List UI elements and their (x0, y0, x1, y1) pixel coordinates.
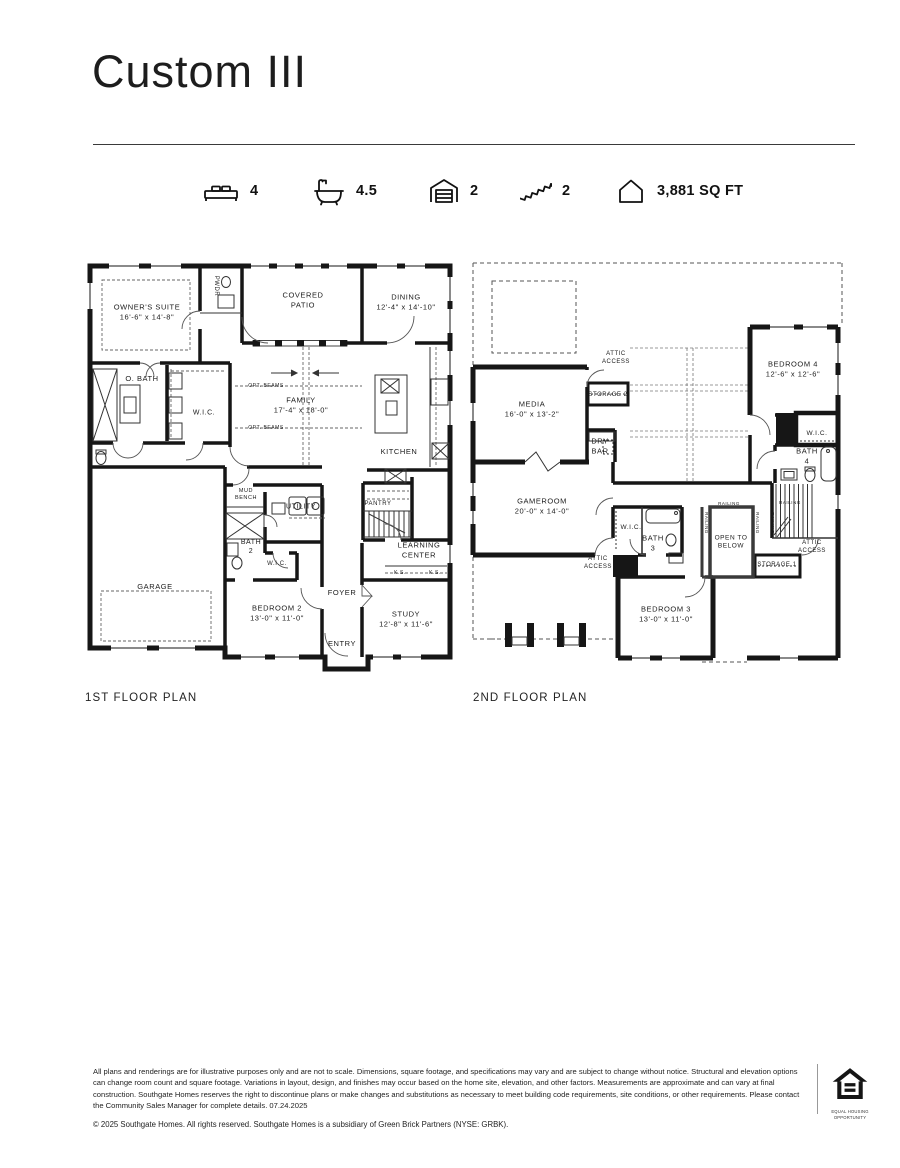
stat-garage-value: 2 (470, 183, 479, 199)
house-icon (615, 177, 647, 205)
room-label: STUDY 12'-8" x 11'-6" (379, 609, 433, 628)
stat-bedrooms-value: 4 (250, 183, 259, 199)
room-label: GAMEROOM 20'-0" x 14'-0" (514, 496, 570, 515)
room-label: K.S. (429, 569, 441, 576)
room-label: DINING 12'-4" x 14'-10" (376, 292, 436, 311)
room-label: OWNER'S SUITE 16'-6" x 14'-8" (113, 302, 181, 321)
room-label: RAILING (718, 501, 740, 507)
equal-housing-label-line2: OPPORTUNITY (833, 1114, 867, 1120)
room-label: FAMILY 17'-4" x 18'-0" (273, 395, 329, 414)
room-label: UTILITY (286, 503, 316, 511)
room-label: PWDR (212, 275, 219, 297)
wall-block (613, 555, 638, 577)
room-label: BATH 2 (240, 538, 262, 555)
stat-garage (428, 171, 478, 211)
room-label: COVERED PATIO (282, 290, 324, 309)
disclaimer-text: All plans and renderings are for illustrative purposes only and are not to scale. Dimensions, square footage, and specifications may vary and are subject to change without notice. Structural and elevation options can change room count and square footage. Variations in layout, design, and finishes may occur based on the home site, elevation, and other factors. Measurements are approximate and can vary at final construction. Southgate Homes reserves the right to discontinue plans or make changes and substitutions as necessary to meet building code requirements, site conditions, or other requirements. Please contact the Community Sales Manager for complete details. 07.24.2025 (93, 1067, 800, 1111)
room-label: BEDROOM 4 12'-6" x 12'-6" (765, 359, 821, 378)
room-label: W.I.C. (620, 523, 642, 531)
stat-bathrooms-value: 4.5 (356, 183, 378, 199)
room-label: K.S. (394, 569, 406, 576)
copyright-text: © 2025 Southgate Homes. All rights reserved. Southgate Homes is a subsidiary of Green Brick Partners (NYSE: GRBK). (93, 1120, 509, 1129)
room-label: MEDIA 16'-0" x 13'-2" (504, 399, 560, 418)
room-label: BATH 4 (796, 446, 818, 465)
room-label: DRY BAR (591, 436, 609, 455)
room-label: RAILING (703, 512, 709, 534)
room-label: O. BATH (125, 374, 159, 384)
floor1-caption: 1ST FLOOR PLAN (85, 692, 198, 704)
stat-bedrooms (202, 171, 258, 211)
page-title: Custom III (92, 46, 308, 97)
room-label: ATTIC ACCESS (602, 351, 630, 365)
stairs-icon (520, 176, 552, 206)
equal-housing-icon (830, 1066, 870, 1103)
wall-block (776, 413, 796, 445)
floor2-plan (470, 255, 850, 685)
room-label: BATH 3 (642, 533, 664, 552)
floor1-plan (85, 255, 460, 680)
room-label: OPT. BEAMS (248, 382, 284, 389)
room-label: RAILING (779, 500, 801, 506)
room-label: BEDROOM 2 13'-0" x 11'-0" (250, 603, 304, 622)
garage-icon (428, 177, 460, 205)
room-label: RAILING (754, 512, 760, 534)
divider-rule (93, 144, 855, 145)
room-label: PANTRY (364, 501, 392, 508)
floor2-caption: 2ND FLOOR PLAN (473, 692, 588, 704)
room-label: FOYER (327, 588, 357, 598)
room-label: W.I.C. (192, 409, 216, 417)
room-label: STORAGE 1 (757, 562, 797, 569)
bath-icon (312, 176, 346, 206)
room-label: MUD BENCH (234, 487, 258, 501)
stat-square-feet (615, 171, 743, 211)
stat-stories (520, 171, 570, 211)
room-label: STORAGE 2 (588, 392, 628, 399)
room-label: W.I.C. (267, 561, 287, 568)
room-label: ATTIC ACCESS (584, 556, 612, 570)
equal-housing-label (826, 1109, 874, 1120)
room-label: ENTRY (327, 639, 357, 649)
equal-housing-label-line1: EQUAL HOUSING (831, 1109, 869, 1114)
room-label: ATTIC ACCESS (798, 540, 826, 554)
room-label: GARAGE (137, 582, 173, 592)
room-label: KITCHEN (380, 447, 418, 457)
stat-square-feet-value: 3,881 SQ FT (657, 183, 744, 199)
room-label: W.I.C. (806, 429, 828, 437)
room-label: LEARNING CENTER (397, 540, 441, 559)
room-label: RAILING (769, 512, 775, 534)
stats-row (0, 171, 900, 211)
footer-divider (817, 1064, 818, 1114)
stat-bathrooms (312, 171, 377, 211)
equal-housing-logo (826, 1066, 874, 1120)
stat-stories-value: 2 (562, 183, 571, 199)
bed-icon (202, 177, 240, 205)
room-label: OPEN TO BELOW (714, 534, 748, 550)
room-label: BEDROOM 3 13'-0" x 11'-0" (639, 604, 693, 623)
room-label: OPT. BEAMS (248, 424, 284, 431)
